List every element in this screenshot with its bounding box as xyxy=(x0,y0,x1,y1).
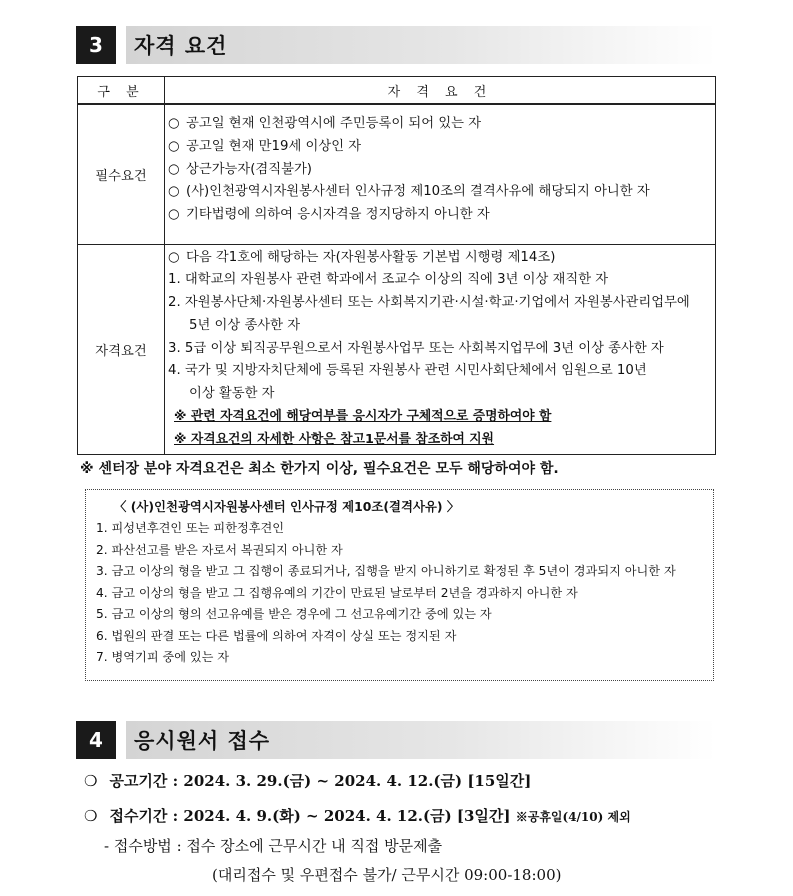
section-title-bar xyxy=(126,26,716,64)
ring-bullet: ❍ xyxy=(84,807,98,825)
circle-bullet: ○ xyxy=(168,207,180,223)
list-item: 4. 금고 이상의 형을 받고 그 집행유예의 기간이 만료된 날로부터 2년을 경과하지 아니한 자 xyxy=(96,585,578,600)
section-3-header xyxy=(76,26,716,64)
list-item: ○ 공고일 현재 만19세 이상인 자 xyxy=(168,136,711,159)
list-item: ○ 공고일 현재 인천광역시에 주민등록이 되어 있는 자 xyxy=(168,113,711,136)
list-item-continued: 5년 이상 종사한 자 xyxy=(189,317,301,333)
disqualification-title: 〈 (사)인천광역시자원봉사센터 인사규정 제10조(결격사유) 〉 xyxy=(114,499,460,514)
receipt-exclusion: ※공휴일(4/10) 제외 xyxy=(515,810,631,824)
requirements-summary: ※ 센터장 분야 자격요건은 최소 한가지 이상, 필수요건은 모두 해당하여야 함. xyxy=(80,461,559,477)
qualification-label: 자격요건 xyxy=(78,244,165,454)
list-item: 2. 파산선고를 받은 자로서 복권되지 아니한 자 xyxy=(96,542,343,557)
section-number: 4 xyxy=(76,721,116,759)
section-title: 자격 요건 xyxy=(134,34,228,58)
list-item: 3. 금고 이상의 형을 받고 그 집행이 종료되거나, 집행을 받지 아니하기로 확정된 후 5년이 경과되지 아니한 자 xyxy=(96,564,676,578)
header-category: 구 분 xyxy=(78,77,165,105)
section-number: 3 xyxy=(76,26,116,64)
list-item: 3. 5급 이상 퇴직공무원으로서 자원봉사업무 또는 사회복지업무에 3년 이상 종사한 자 xyxy=(168,340,664,356)
table-header-row xyxy=(78,77,716,105)
list-item: 1. 대학교의 자원봉사 관련 학과에서 조교수 이상의 직에 3년 이상 재직한 자 xyxy=(168,272,609,288)
list-item: ○ 상근가능자(겸직불가) xyxy=(168,159,711,182)
list-item: ○ 다음 각1호에 해당하는 자(자원봉사활동 기본법 시행령 제14조) xyxy=(168,247,711,270)
list-item-continued: 이상 활동한 자 xyxy=(189,386,275,402)
circle-bullet: ○ xyxy=(168,161,180,177)
list-item: 5. 금고 이상의 형의 선고유예를 받은 경우에 그 선고유예기간 중에 있는 자 xyxy=(96,607,492,621)
section-title: 응시원서 접수 xyxy=(134,729,271,753)
qualification-row xyxy=(78,244,716,454)
disqualification-box xyxy=(85,489,714,681)
note-proof: ※ 관련 자격요건에 해당여부를 응시자가 구체적으로 증명하여야 함 xyxy=(174,409,552,425)
receipt-period: ❍ 접수기간 : 2024. 4. 9.(화) ~ 2024. 4. 12.(금) [3일간] ※공휴일(4/10) 제외 xyxy=(84,807,631,825)
circle-bullet: ○ xyxy=(168,116,180,131)
section-title-bar xyxy=(126,721,716,759)
list-item: ○ (사)인천광역시자원봉사센터 인사규정 제10조의 결격사유에 해당되지 아니한 자 xyxy=(168,181,711,204)
list-item: 2. 자원봉사단체·자원봉사센터 또는 사회복지기관·시설·학교·기업에서 자원봉사관리업무에 xyxy=(168,295,690,311)
list-item: 1. 피성년후견인 또는 피한정후견인 xyxy=(96,521,285,535)
list-item: 4. 국가 및 지방자치단체에 등록된 자원봉사 관련 시민사회단체에서 임원으로 10년 xyxy=(168,363,647,379)
circle-bullet: ○ xyxy=(168,184,180,200)
requirements-table xyxy=(77,76,716,455)
circle-bullet: ○ xyxy=(168,138,180,154)
ring-bullet: ❍ xyxy=(84,772,98,790)
mandatory-items xyxy=(165,104,716,244)
receipt-method-note: (대리접수 및 우편접수 불가/ 근무시간 09:00-18:00) xyxy=(212,866,562,884)
list-item: 6. 법원의 판결 또는 다른 법률에 의하여 자격이 상실 또는 정지된 자 xyxy=(96,628,457,643)
list-item: ○ 기타법령에 의하여 응시자격을 정지당하지 아니한 자 xyxy=(168,204,711,227)
list-item: 7. 병역기피 중에 있는 자 xyxy=(96,650,230,664)
header-requirements: 자 격 요 건 xyxy=(165,77,716,105)
mandatory-row xyxy=(78,104,716,244)
notice-period: ❍ 공고기간 : 2024. 3. 29.(금) ~ 2024. 4. 12.(금) [15일간] xyxy=(84,772,532,790)
circle-bullet: ○ xyxy=(168,249,180,265)
qualification-items xyxy=(165,244,716,454)
mandatory-label: 필수요건 xyxy=(78,104,165,244)
receipt-method: - 접수방법 : 접수 장소에 근무시간 내 직접 방문제출 xyxy=(104,837,443,855)
note-reference: ※ 자격요건의 자세한 사항은 참고1문서를 참조하여 지원 xyxy=(174,431,495,447)
section-4-header xyxy=(76,721,716,759)
